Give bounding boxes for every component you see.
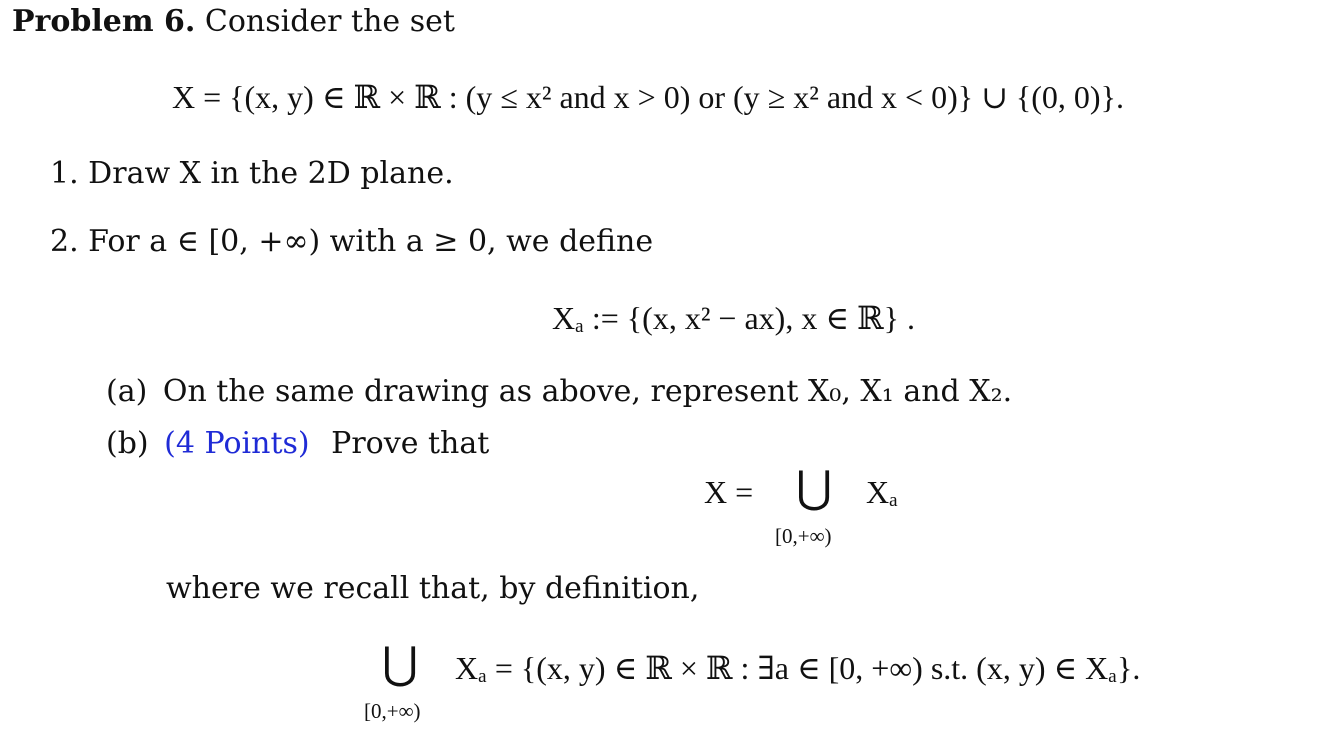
item-2-text: For a ∈ [0, +∞) with a ≥ 0, we define bbox=[88, 224, 654, 259]
problem-intro: Consider the set bbox=[204, 4, 455, 39]
problem-label: Problem 6. bbox=[12, 4, 196, 39]
set-definition: X = {(x, y) ∈ ℝ × ℝ : (y ≤ x² and x > 0) or (y ≥ x² and x < 0)} ∪ {(0, 0)}. bbox=[172, 79, 1124, 115]
union-eq-cup-symbol: ⋃ bbox=[796, 462, 833, 513]
problem-header bbox=[12, 4, 455, 40]
sub-item-b bbox=[106, 426, 489, 462]
union-def-rhs: Xₐ = {(x, y) ∈ ℝ × ℝ : ∃a ∈ [0, +∞) s.t. (x, y) ∈ Xₐ}. bbox=[455, 650, 1141, 686]
item-1 bbox=[50, 156, 454, 192]
union-def-index: [0,+∞) bbox=[364, 699, 421, 723]
item-1-text: Draw X in the 2D plane. bbox=[88, 156, 454, 191]
union-eq-rhs: Xₐ bbox=[866, 474, 898, 510]
item-2-number: 2. bbox=[50, 224, 79, 259]
item-2 bbox=[50, 224, 653, 260]
points-label: (4 Points) bbox=[164, 426, 310, 461]
union-eq-lhs: X = bbox=[704, 474, 754, 510]
item-1-number: 1. bbox=[50, 156, 79, 191]
sub-item-b-label: (b) bbox=[106, 426, 149, 461]
union-def-cup-symbol: ⋃ bbox=[382, 638, 419, 689]
union-eq-index: [0,+∞) bbox=[775, 524, 832, 548]
sub-item-a-label: (a) bbox=[106, 374, 148, 409]
sub-item-b-text: Prove that bbox=[331, 426, 490, 461]
recall-text: where we recall that, by definition, bbox=[166, 571, 700, 606]
xa-definition: Xₐ := {(x, x² − ax), x ∈ ℝ} . bbox=[552, 300, 915, 336]
sub-item-a-text: On the same drawing as above, represent X₀, X₁ and X₂. bbox=[162, 374, 1013, 409]
sub-item-a bbox=[106, 374, 1012, 410]
